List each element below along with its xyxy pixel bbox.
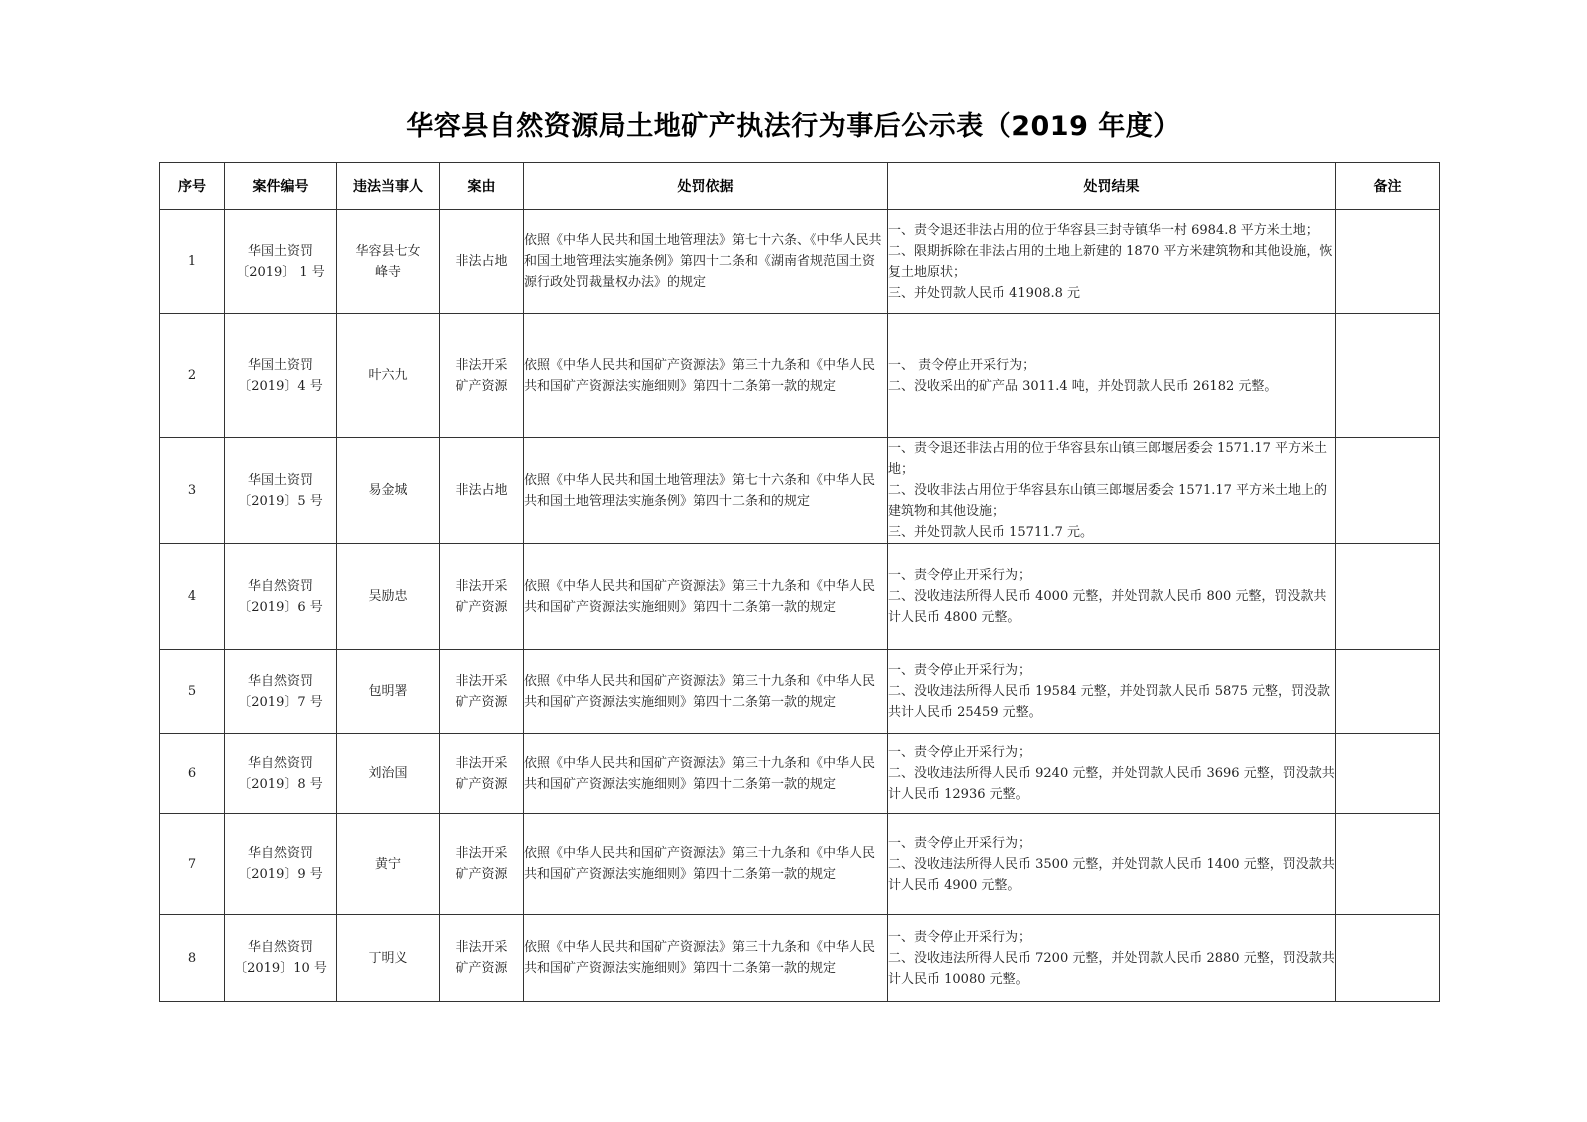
cell-case-no <box>225 210 337 314</box>
result-line: 二、没收非法占用位于华容县东山镇三郎堰居委会 1571.17 平方米土地上的建筑物和其他设施； <box>888 483 1328 519</box>
cause-line-1: 非法开采 <box>455 846 508 861</box>
table-row <box>160 915 1440 1002</box>
cell-basis <box>524 650 888 734</box>
cell-seq <box>160 814 225 915</box>
party-line-1: 丁明义 <box>368 950 408 966</box>
result-line: 三、并处罚款人民币 41908.8 元 <box>888 285 1081 301</box>
basis-text: 依照《中华人民共和国矿产资源法》第三十九条和《中华人民共和国矿产资源法实施细则》第四十二条第一款的规定 <box>524 578 876 615</box>
party-line-2: 峰寺 <box>374 264 401 280</box>
cell-seq <box>160 915 225 1002</box>
table-row <box>160 210 1440 314</box>
cell-result <box>888 544 1336 650</box>
header-case-no: 案件编号 <box>225 163 337 210</box>
cell-basis <box>524 210 888 314</box>
basis-text: 依照《中华人民共和国矿产资源法》第三十九条和《中华人民共和国矿产资源法实施细则》第四十二条第一款的规定 <box>524 755 876 792</box>
cell-basis <box>524 734 888 814</box>
cell-result <box>888 915 1336 1002</box>
cell-seq <box>160 650 225 734</box>
cause-line-1: 非法开采 <box>455 940 508 955</box>
cause-line-2: 矿产资源 <box>455 961 508 976</box>
cause-line-1: 非法占地 <box>455 483 508 498</box>
seq-text: 2 <box>187 368 197 383</box>
party-line-1: 叶六九 <box>368 368 408 383</box>
cell-seq <box>160 544 225 650</box>
cell-case-no <box>225 438 337 544</box>
cell-case-no <box>225 650 337 734</box>
basis-text: 依照《中华人民共和国矿产资源法》第三十九条和《中华人民共和国矿产资源法实施细则》第四十二条第一款的规定 <box>524 940 876 976</box>
cell-party <box>337 210 440 314</box>
result-line: 二、没收违法所得人民币 4000 元整，并处罚款人民币 800 元整，罚没款共计人民币 4800 元整。 <box>888 589 1327 625</box>
case-no-line-2: 〔2019〕5 号 <box>238 493 323 509</box>
result-line: 二、没收违法所得人民币 19584 元整，并处罚款人民币 5875 元整，罚没款共计人民币 25459 元整。 <box>888 684 1330 720</box>
header-note: 备注 <box>1336 163 1440 210</box>
cell-result <box>888 734 1336 814</box>
result-line: 二、没收采出的矿产品 3011.4 吨，并处罚款人民币 26182 元整。 <box>888 378 1278 394</box>
basis-text: 依照《中华人民共和国矿产资源法》第三十九条和《中华人民共和国矿产资源法实施细则》第四十二条第一款的规定 <box>524 673 876 710</box>
case-no-line-1: 华自然资罚 <box>247 846 313 861</box>
case-no-line-2: 〔2019〕 1 号 <box>236 264 325 280</box>
cell-basis <box>524 438 888 544</box>
table-row <box>160 544 1440 650</box>
cell-cause <box>440 314 524 438</box>
cell-seq <box>160 210 225 314</box>
cell-note <box>1336 734 1440 814</box>
cause-line-1: 非法开采 <box>455 755 508 771</box>
case-no-line-2: 〔2019〕10 号 <box>234 961 327 976</box>
cell-note <box>1336 544 1440 650</box>
cell-case-no <box>225 814 337 915</box>
result-line: 二、没收违法所得人民币 3500 元整，并处罚款人民币 1400 元整，罚没款共计人民币 4900 元整。 <box>888 856 1335 893</box>
seq-text: 5 <box>187 684 197 699</box>
cause-line-2: 矿产资源 <box>455 776 508 792</box>
cell-party <box>337 650 440 734</box>
result-line: 一、责令退还非法占用的位于华容县三封寺镇华一村 6984.8 平方米土地； <box>888 222 1319 238</box>
party-line-1: 吴励忠 <box>368 589 408 604</box>
cell-cause <box>440 544 524 650</box>
cause-line-1: 非法开采 <box>455 578 508 594</box>
cell-party <box>337 544 440 650</box>
case-no-line-2: 〔2019〕7 号 <box>238 694 323 710</box>
cell-note <box>1336 650 1440 734</box>
header-cause: 案由 <box>440 163 524 210</box>
case-no-line-1: 华自然资罚 <box>247 755 313 771</box>
result-line: 三、并处罚款人民币 15711.7 元。 <box>888 525 1094 540</box>
cell-party <box>337 314 440 438</box>
result-line: 二、限期拆除在非法占用的土地上新建的 1870 平方米建筑物和其他设施，恢复土地原状； <box>888 243 1333 280</box>
party-line-1: 华容县七女 <box>355 243 421 259</box>
table-header-row <box>160 163 1440 210</box>
table-row <box>160 314 1440 438</box>
cell-note <box>1336 314 1440 438</box>
header-basis: 处罚依据 <box>524 163 888 210</box>
cause-line-2: 矿产资源 <box>455 694 508 710</box>
cell-result <box>888 314 1336 438</box>
cause-line-1: 非法开采 <box>455 673 508 689</box>
basis-text: 依照《中华人民共和国土地管理法》第七十六条、《中华人民共和国土地管理法实施条例》第四十二条和《湖南省规范国土资源行政处罚裁量权办法》的规定 <box>524 233 882 290</box>
cell-party <box>337 438 440 544</box>
party-line-1: 易金城 <box>368 483 408 498</box>
case-no-line-1: 华国土资罚 <box>247 472 313 488</box>
cell-seq <box>160 734 225 814</box>
cell-note <box>1336 814 1440 915</box>
case-no-line-1: 华自然资罚 <box>247 940 313 955</box>
header-result: 处罚结果 <box>888 163 1336 210</box>
result-line: 一、责令停止开采行为； <box>888 835 1032 851</box>
cell-basis <box>524 915 888 1002</box>
header-party: 违法当事人 <box>337 163 440 210</box>
seq-text: 8 <box>187 950 197 966</box>
result-line: 一、责令退还非法占用的位于华容县东山镇三郎堰居委会 1571.17 平方米土地； <box>888 441 1328 477</box>
table-row <box>160 734 1440 814</box>
case-no-line-2: 〔2019〕8 号 <box>238 776 323 792</box>
cell-party <box>337 734 440 814</box>
cell-basis <box>524 814 888 915</box>
table-row <box>160 438 1440 544</box>
cell-case-no <box>225 915 337 1002</box>
cell-result <box>888 814 1336 915</box>
seq-text: 4 <box>187 589 197 604</box>
cell-seq <box>160 314 225 438</box>
cell-party <box>337 814 440 915</box>
result-line: 一、责令停止开采行为； <box>888 745 1032 760</box>
header-seq: 序号 <box>160 163 225 210</box>
result-line: 二、没收违法所得人民币 7200 元整，并处罚款人民币 2880 元整，罚没款共计人民币 10080 元整。 <box>888 950 1335 987</box>
seq-text: 3 <box>187 483 197 498</box>
basis-text: 依照《中华人民共和国矿产资源法》第三十九条和《中华人民共和国矿产资源法实施细则》第四十二条第一款的规定 <box>524 846 876 882</box>
cell-note <box>1336 438 1440 544</box>
party-line-1: 刘治国 <box>368 766 408 781</box>
cell-note <box>1336 915 1440 1002</box>
cell-cause <box>440 915 524 1002</box>
cell-seq <box>160 438 225 544</box>
table-row <box>160 650 1440 734</box>
cell-cause <box>440 210 524 314</box>
cell-case-no <box>225 734 337 814</box>
result-line: 一、责令停止开采行为； <box>888 663 1032 678</box>
case-no-line-2: 〔2019〕6 号 <box>238 599 323 615</box>
result-line: 一、责令停止开采行为； <box>888 929 1032 945</box>
cell-case-no <box>225 314 337 438</box>
table-row <box>160 814 1440 915</box>
seq-text: 7 <box>187 856 197 872</box>
cell-party <box>337 915 440 1002</box>
penalty-table <box>159 162 1440 1002</box>
case-no-line-1: 华国土资罚 <box>247 357 313 373</box>
cell-result <box>888 650 1336 734</box>
party-line-1: 黄宁 <box>374 856 401 872</box>
cause-line-1: 非法占地 <box>455 254 508 269</box>
cell-result <box>888 210 1336 314</box>
cell-note <box>1336 210 1440 314</box>
seq-text: 1 <box>187 254 197 269</box>
page-title: 华容县自然资源局土地矿产执法行为事后公示表（2019 年度） <box>406 111 1181 142</box>
basis-text: 依照《中华人民共和国矿产资源法》第三十九条和《中华人民共和国矿产资源法实施细则》第四十二条第一款的规定 <box>524 357 876 394</box>
case-no-line-2: 〔2019〕4 号 <box>238 378 323 394</box>
seq-text: 6 <box>187 766 197 781</box>
cell-result <box>888 438 1336 544</box>
cell-cause <box>440 438 524 544</box>
result-line: 一、 责令停止开采行为； <box>888 357 1036 373</box>
result-line: 一、责令停止开采行为； <box>888 568 1032 583</box>
party-line-1: 包明署 <box>368 684 408 699</box>
cause-line-2: 矿产资源 <box>455 378 508 394</box>
cell-case-no <box>225 544 337 650</box>
cell-cause <box>440 814 524 915</box>
basis-text: 依照《中华人民共和国土地管理法》第七十六条和《中华人民共和国土地管理法实施条例》第四十二条和的规定 <box>524 472 876 509</box>
cell-cause <box>440 650 524 734</box>
case-no-line-2: 〔2019〕9 号 <box>238 867 323 882</box>
cause-line-2: 矿产资源 <box>455 867 508 882</box>
case-no-line-1: 华自然资罚 <box>247 673 313 689</box>
cell-cause <box>440 734 524 814</box>
result-line: 二、没收违法所得人民币 9240 元整，并处罚款人民币 3696 元整，罚没款共计人民币 12936 元整。 <box>888 766 1335 802</box>
cell-basis <box>524 544 888 650</box>
case-no-line-1: 华自然资罚 <box>247 578 313 594</box>
case-no-line-1: 华国土资罚 <box>247 243 313 259</box>
cause-line-2: 矿产资源 <box>455 599 508 615</box>
cell-basis <box>524 314 888 438</box>
cause-line-1: 非法开采 <box>455 357 508 373</box>
